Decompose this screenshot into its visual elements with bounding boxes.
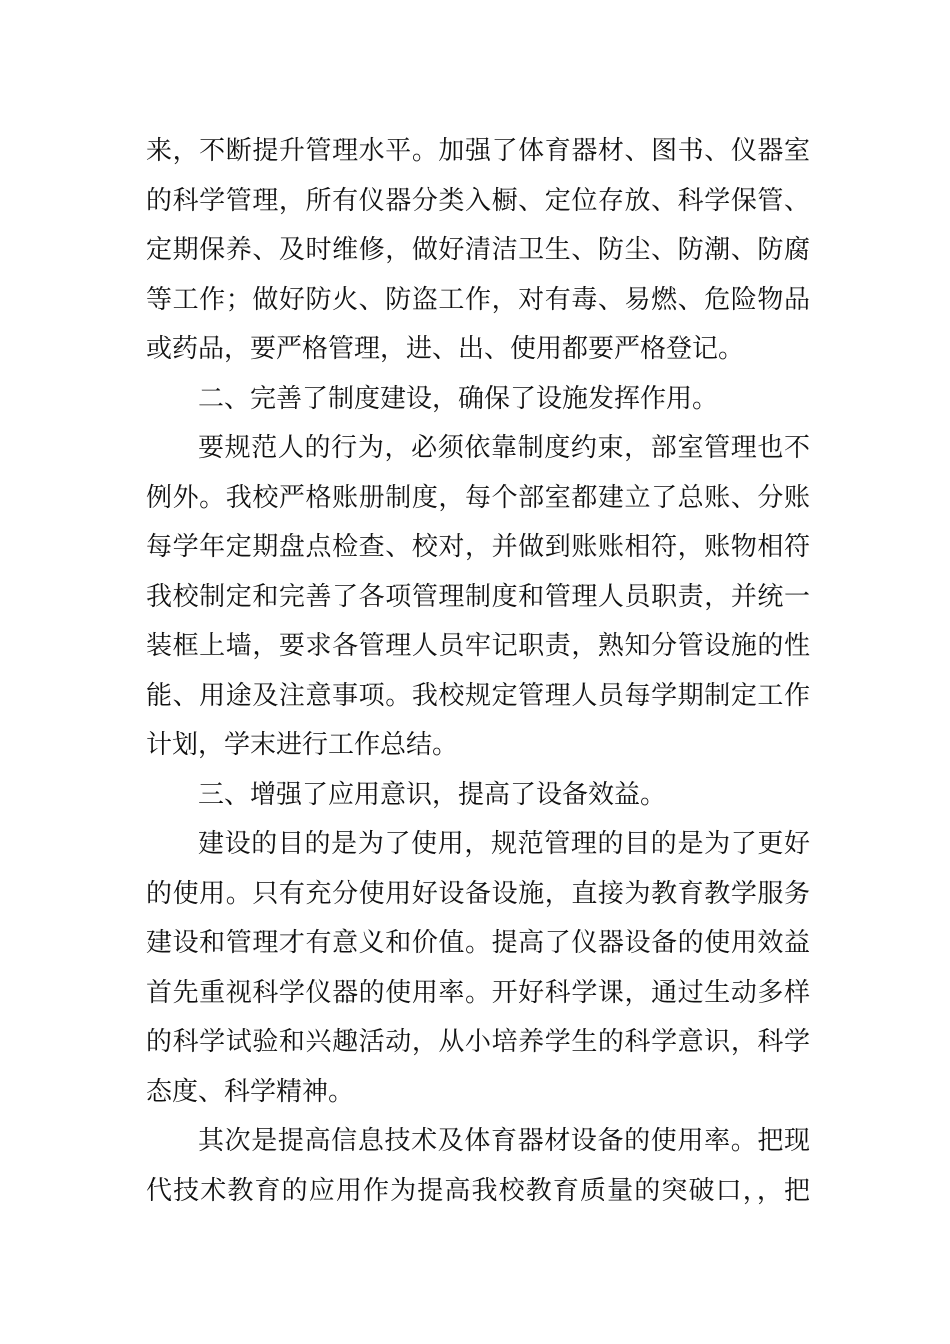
section-heading: 二、完善了制度建设，确保了设施发挥作用。	[198, 383, 719, 414]
text-line: 来，不断提升管理水平。加强了体育器材、图书、仪器室	[146, 136, 810, 166]
text-line: 态度、科学精神。	[146, 1076, 355, 1107]
text-line: 装框上墙，要求各管理人员牢记职责，熟知分管设施的性	[146, 631, 810, 661]
text-line: 建设和管理才有意义和价值。提高了仪器设备的使用效益	[146, 928, 810, 958]
text-line: 代技术教育的应用作为提高我校教育质量的突破口，，把	[146, 1175, 810, 1206]
text-line: 等工作；做好防火、防盗工作，对有毒、易燃、危险物品	[146, 284, 810, 315]
body-text	[146, 127, 810, 1216]
text-line: 定期保养、及时维修，做好清洁卫生、防尘、防潮、防腐	[146, 235, 810, 265]
text-line: 计划，学末进行工作总结。	[146, 730, 459, 760]
text-line: 能、用途及注意事项。我校规定管理人员每学期制定工作	[146, 680, 810, 711]
text-line: 首先重视科学仪器的使用率。开好科学课，通过生动多样	[146, 977, 810, 1008]
text-line: 或药品，要严格管理，进、出、使用都要严格登记。	[146, 334, 745, 364]
section-heading: 三、增强了应用意识，提高了设备效益。	[198, 779, 667, 810]
text-line: 的科学管理，所有仪器分类入橱、定位存放、科学保管、	[146, 185, 810, 216]
text-line: 我校制定和完善了各项管理制度和管理人员职责，并统一	[146, 581, 810, 612]
text-line: 的科学试验和兴趣活动，从小培养学生的科学意识，科学	[146, 1027, 810, 1057]
text-line: 其次是提高信息技术及体育器材设备的使用率。把现	[198, 1126, 810, 1156]
text-line: 每学年定期盘点检查、校对，并做到账账相符，账物相符	[146, 532, 810, 562]
text-line: 例外。我校严格账册制度，每个部室都建立了总账、分账	[146, 482, 810, 513]
text-line: 的使用。只有充分使用好设备设施，直接为教育教学服务	[146, 878, 810, 909]
text-line: 要规范人的行为，必须依靠制度约束，部室管理也不	[198, 433, 810, 463]
text-line: 建设的目的是为了使用，规范管理的目的是为了更好	[198, 829, 810, 859]
